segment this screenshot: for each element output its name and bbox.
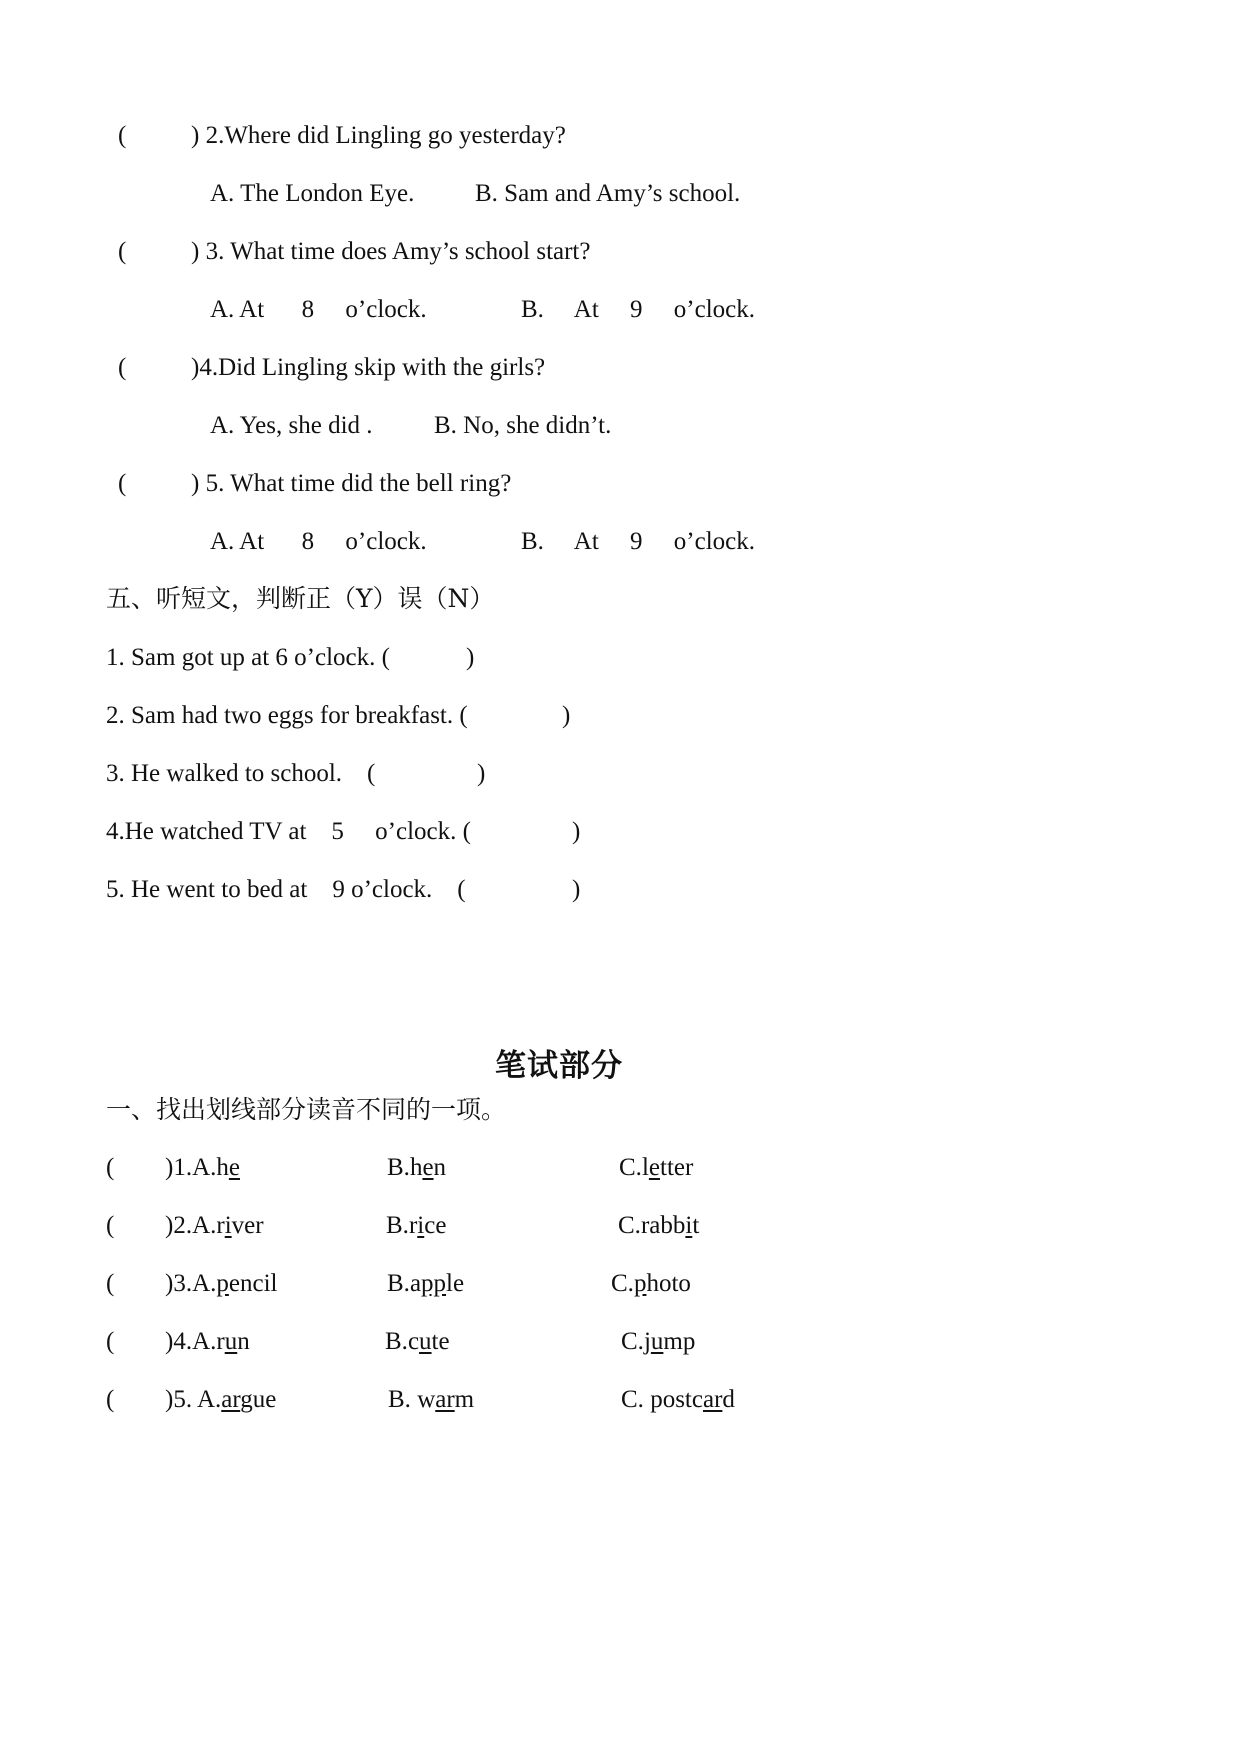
written-section1-heading: 一、找出划线部分读音不同的一项。: [106, 1095, 507, 1124]
option-letter: )1.A.: [165, 1154, 217, 1181]
underlined-letters: ar: [702, 1386, 723, 1413]
question-text: ) 3. What time does Amy’s school start?: [191, 238, 591, 265]
answer-paren-open: (: [118, 470, 127, 497]
word-part: h: [216, 1154, 229, 1181]
option-c: [618, 1211, 699, 1241]
word-part: m: [454, 1386, 475, 1413]
underlined-letters: u: [419, 1328, 432, 1355]
question-text: )4.Did Lingling skip with the girls?: [191, 354, 546, 381]
option-letter: C.: [621, 1328, 644, 1355]
underlined-letters: e: [422, 1154, 434, 1181]
option-a: A. At 8 o’clock.: [210, 528, 427, 555]
answer-paren-open: (: [106, 1154, 115, 1181]
option-letter: )5. A.: [165, 1386, 222, 1413]
word-part: te: [431, 1328, 450, 1355]
option-a: A. At 8 o’clock.: [210, 296, 427, 323]
answer-paren-close: ): [572, 818, 581, 845]
underlined-letters: p: [633, 1270, 647, 1297]
statement-text: 2. Sam had two eggs for breakfast. (: [106, 702, 468, 729]
word-part: r: [216, 1212, 225, 1239]
option-a: [165, 1385, 276, 1415]
question-text: ) 2.Where did Lingling go yesterday?: [191, 122, 566, 149]
option-letter: C.: [621, 1386, 651, 1413]
option-letter: C.: [611, 1270, 634, 1297]
answer-paren-open: (: [118, 238, 127, 265]
section5-heading: 五、听短文，判断正（Y）误（N）: [106, 584, 495, 613]
word-part: h: [409, 1154, 423, 1181]
underlined-letters: p: [216, 1270, 229, 1297]
option-letter: B.: [387, 1154, 410, 1181]
underlined-letters: ar: [435, 1386, 455, 1413]
word-part: ver: [231, 1212, 264, 1239]
word-part: j: [643, 1328, 651, 1355]
statement-text: 4.He watched TV at 5 o’clock. (: [106, 818, 471, 845]
option-a: [165, 1153, 240, 1183]
word-part: r: [408, 1212, 418, 1239]
option-b: [388, 1385, 474, 1415]
option-c: [611, 1269, 691, 1299]
question-text: ) 5. What time did the bell ring?: [191, 470, 512, 497]
statement-text: 5. He went to bed at 9 o’clock. (: [106, 876, 466, 903]
option-letter: )2.A.: [165, 1212, 217, 1239]
word-part: w: [417, 1386, 436, 1413]
option-letter: B.: [385, 1328, 408, 1355]
answer-paren-open: (: [118, 122, 127, 149]
option-letter: B.: [386, 1212, 409, 1239]
option-a: [165, 1327, 250, 1357]
underlined-letters: u: [224, 1328, 238, 1355]
word-part: a: [409, 1270, 422, 1297]
option-c: [621, 1385, 735, 1415]
word-part: d: [722, 1386, 735, 1413]
option-b: B. No, she didn’t.: [434, 412, 612, 439]
word-part: rabb: [640, 1212, 686, 1239]
word-part: postc: [650, 1386, 703, 1413]
underlined-letters: pp: [421, 1270, 447, 1297]
word-part: le: [446, 1270, 465, 1297]
word-part: tter: [660, 1154, 694, 1181]
answer-paren-close: ): [466, 644, 475, 671]
word-part: encil: [228, 1270, 278, 1297]
answer-paren-close: ): [572, 876, 581, 903]
option-letter: )3.A.: [165, 1270, 217, 1297]
word-part: n: [433, 1154, 447, 1181]
word-part: c: [407, 1328, 420, 1355]
underlined-letters: i: [224, 1212, 232, 1239]
option-letter: C.: [619, 1154, 642, 1181]
underlined-letters: i: [685, 1212, 693, 1239]
option-a: [165, 1269, 277, 1299]
underlined-letters: u: [650, 1328, 664, 1355]
word-part: t: [692, 1212, 700, 1239]
statement-text: 1. Sam got up at 6 o’clock. (: [106, 644, 390, 671]
option-c: [619, 1153, 693, 1183]
answer-paren-open: (: [106, 1212, 115, 1239]
answer-paren-open: (: [106, 1270, 115, 1297]
underlined-letters: i: [417, 1212, 425, 1239]
option-b: [385, 1327, 450, 1357]
answer-paren-open: (: [106, 1328, 115, 1355]
answer-paren-close: ): [562, 702, 571, 729]
underlined-letters: e: [648, 1154, 660, 1181]
option-a: A. The London Eye.: [210, 180, 415, 207]
word-part: n: [237, 1328, 250, 1355]
option-letter: )4.A.: [165, 1328, 217, 1355]
option-a: A. Yes, she did .: [210, 412, 373, 439]
option-b: B. Sam and Amy’s school.: [475, 180, 741, 207]
option-letter: B.: [388, 1386, 418, 1413]
word-part: ce: [424, 1212, 447, 1239]
written-section-title: 笔试部分: [495, 1048, 623, 1084]
underlined-letters: ar: [221, 1386, 241, 1413]
option-b: B. At 9 o’clock.: [521, 528, 756, 555]
word-part: r: [216, 1328, 225, 1355]
option-c: [621, 1327, 695, 1357]
word-part: mp: [663, 1328, 696, 1355]
underlined-letters: e: [228, 1154, 240, 1181]
word-part: l: [641, 1154, 649, 1181]
answer-paren-open: (: [106, 1386, 115, 1413]
option-a: [165, 1211, 264, 1241]
word-part: hoto: [646, 1270, 691, 1297]
word-part: gue: [240, 1386, 277, 1413]
option-b: [387, 1269, 464, 1299]
option-b: [386, 1211, 446, 1241]
answer-paren-close: ): [477, 760, 486, 787]
option-b: [387, 1153, 446, 1183]
answer-paren-open: (: [118, 354, 127, 381]
statement-text: 3. He walked to school. (: [106, 760, 376, 787]
option-letter: C.: [618, 1212, 641, 1239]
option-b: B. At 9 o’clock.: [521, 296, 756, 323]
option-letter: B.: [387, 1270, 410, 1297]
